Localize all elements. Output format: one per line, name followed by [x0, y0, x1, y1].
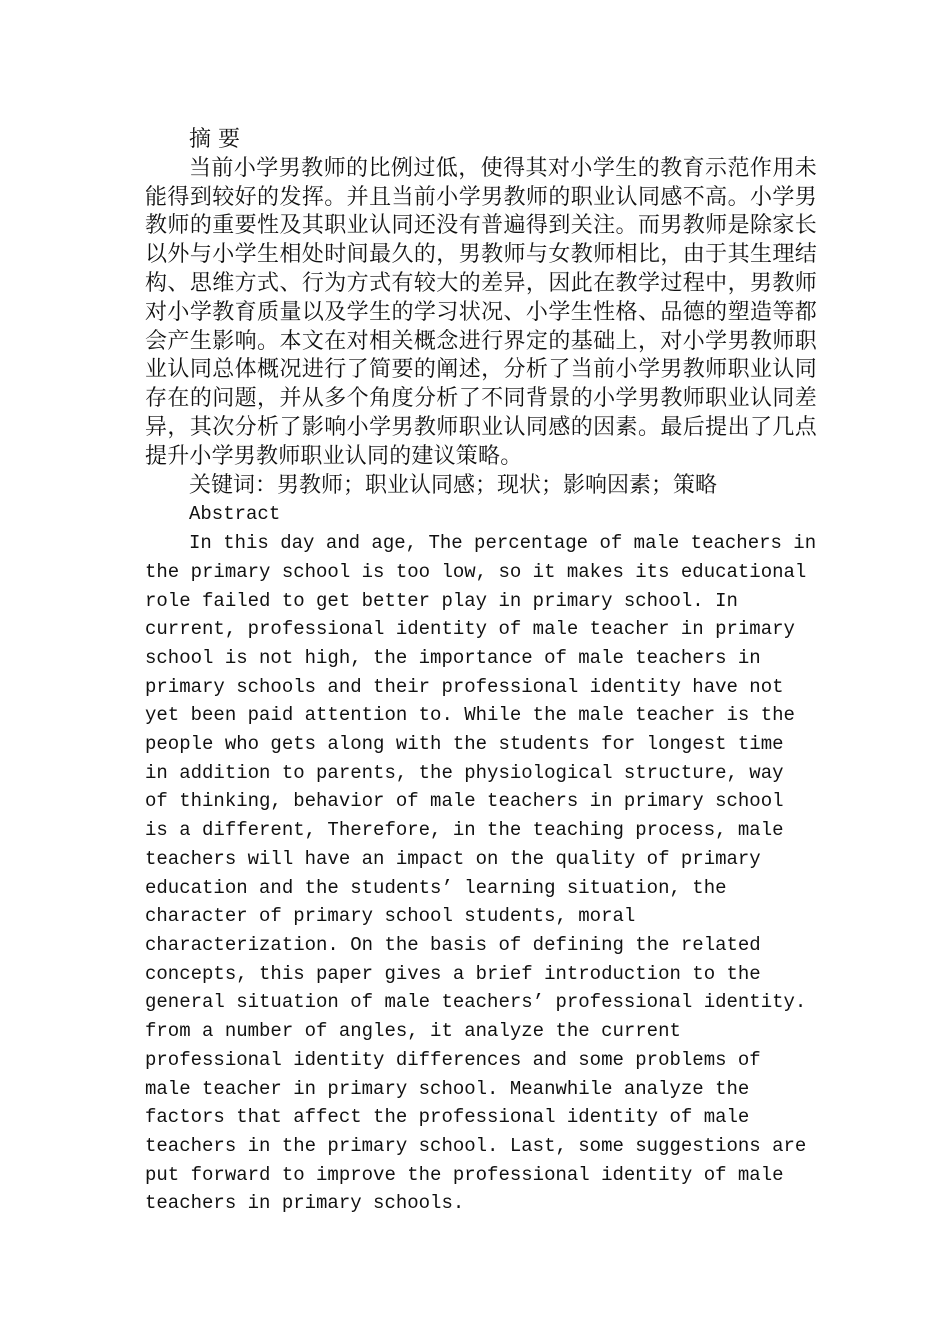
abstract-body-cn: 当前小学男教师的比例过低，使得其对小学生的教育示范作用未能得到较好的发挥。并且当前小学男教师的职业认同感不高。小学男教师的重要性及其职业认同还没有普遍得到关注。而男教师是除家长以外与小学生相处时间最久的，男教师与女教师相比，由于其生理结构、思维方式、行为方式有较大的差异，因此在教学过程中，男教师对小学教育质量以及学生的学习状况、小学生性格、品德的塑造等都会产生影响。本文在对相关概念进行界定的基础上，对小学男教师职业认同总体概况进行了简要的阐述，分析了当前小学男教师职业认同存在的问题，并从多个角度分析了不同背景的小学男教师职业认同差异，其次分析了影响小学男教师职业认同感的因素。最后提出了几点提升小学男教师职业认同的建议策略。 [145, 155, 817, 469]
keywords-cn: 关键词：男教师；职业认同感；现状；影响因素；策略 [189, 472, 718, 498]
abstract-body-en: In this day and age, The percentage of male teachers in the primary school is too low, so it makes its educational role failed to get better play in primary school. In current, professional identity of male teacher in primary school is not high, the importance of male teachers in primary schools and their professional identity have not yet been paid attention to. While the male teacher is the people who gets along with the students for longest time in addition to parents, the physiological structure, way of thinking, behavior of male teachers in primary school is a different, Therefore, in the teaching process, male teachers will have an impact on the quality of primary education and the students’ learning situation, the character of primary school students, moral characterization. On the basis of defining the related concepts, this paper gives a brief introduction to the general situation of male teachers’ professional identity. from a number of angles, it analyze the current professional identity differences and some problems of male teacher in primary school. Meanwhile analyze the factors that affect the professional identity of male teachers in the primary school. Last, some suggestions are put forward to improve the professional identity of male teachers in primary schools. [145, 532, 817, 1215]
abstract-heading-en: Abstract [189, 503, 281, 526]
abstract-content [145, 126, 817, 1218]
abstract-heading-cn: 摘 要 [189, 127, 240, 152]
